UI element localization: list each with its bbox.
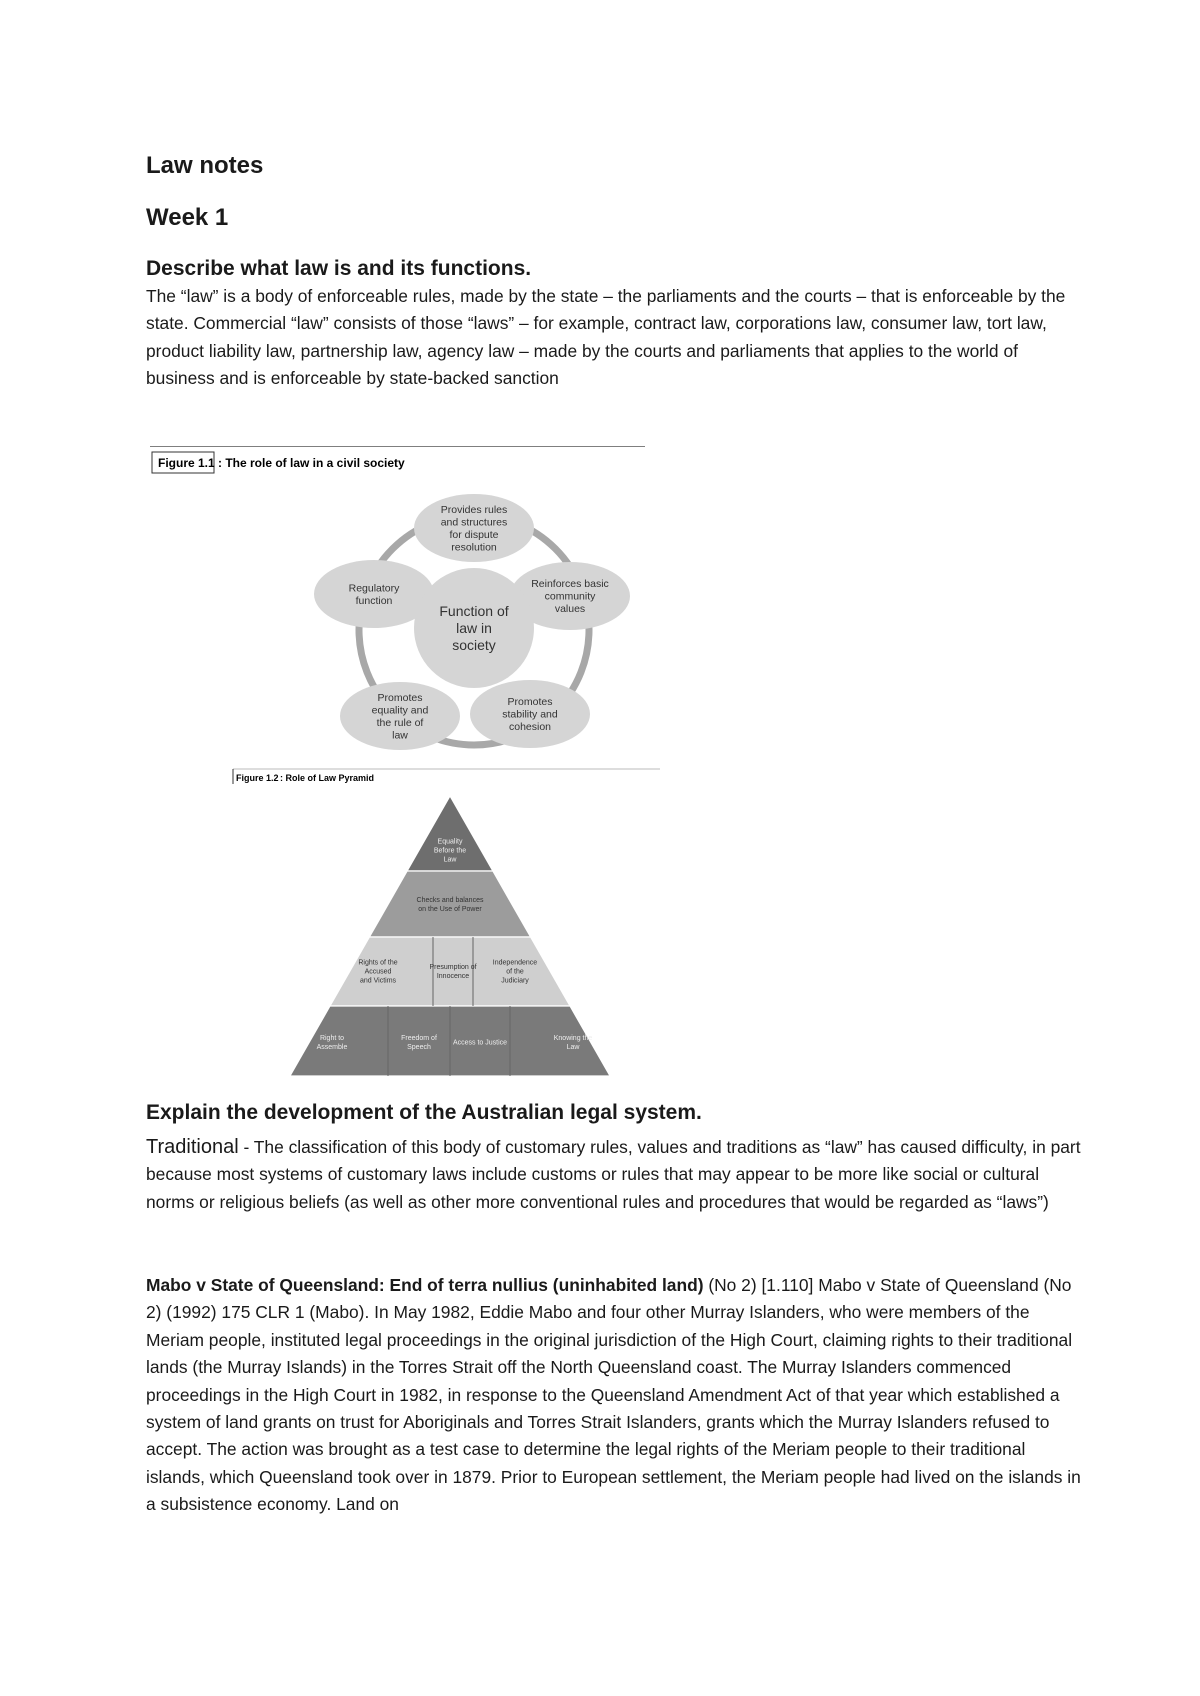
tier3-cell-label: Independence [492,959,538,967]
apex-label: Equality [437,838,463,846]
section-heading-law-functions: Describe what law is and its functions. [146,257,532,280]
node-regulatory-function-text: function [355,594,393,607]
center-text: society [452,636,496,653]
center-text: Function of [439,602,509,619]
node-dispute-resolution-text: Provides rules [440,503,508,516]
law-definition-paragraph: The “law” is a body of enforceable rules, made by the state – the parliaments and the courts – that is enforceable by the state. Commercial “law” consists of those “laws” – for example, contract law, corporations law, consumer law, tort law, product liability law, partnership law, agency law – made by the courts and parliaments that applies to the world of business and is enforceable by state-backed sanction [146,286,1066,389]
tier2-label: on the Use of Power [418,905,482,913]
center-text: law in [456,619,492,636]
tier4-cell-label: Access to Justice [452,1039,508,1047]
section-heading-legal-system: Explain the development of the Australian legal system. [146,1101,702,1124]
node-equality-rule-of-law-text: equality and [371,704,429,717]
tier4-cell-label: Law [566,1043,580,1051]
tier3-cell-label: of the [506,968,524,976]
apex-label: Law [443,856,457,864]
tier4-cell-label: Right to [319,1034,345,1042]
pyramid-tier-2 [369,871,530,937]
tier3-cell-label: Innocence [436,972,470,980]
node-dispute-resolution-text: resolution [451,541,497,554]
node-regulatory-function-text: Regulatory [348,582,400,595]
tier4-cell-label: Assemble [316,1043,348,1051]
tier4-cell-label: Freedom of [401,1034,437,1042]
node-stability-cohesion-text: cohesion [508,721,552,734]
node-community-values-text: values [554,603,586,616]
tier3-cell-label: and Victims [359,977,397,985]
traditional-text: - The classification of this body of customary rules, values and traditions as “law” has caused difficulty, in part because most systems of customary laws include customs or rules that may appear to be more like social or cultural norms or religious beliefs (as well as other more conventional rules and procedures that would be regarded as “laws”) [146,1137,1081,1212]
node-dispute-resolution-text: and structures [440,516,508,529]
node-equality-rule-of-law-text: law [392,729,408,742]
node-stability-cohesion-text: Promotes [507,696,553,709]
figure-label: Figure 1.2 [236,773,279,783]
figure-caption: : The role of law in a civil society [218,456,405,470]
node-community-values-text: community [544,590,596,603]
figure-rule-of-law-pyramid [230,766,670,1078]
node-equality-rule-of-law-text: the rule of [376,716,424,729]
figure-role-of-law-diagram [150,446,650,750]
traditional-label: Traditional [146,1136,239,1158]
document-title: Law notes [146,152,264,179]
mabo-text: (No 2) [1.110] Mabo v State of Queensland (No 2) (1992) 175 CLR 1 (Mabo). In May 1982, Eddie Mabo and four other Murray Islanders, who were members of the Meriam people, instituted legal proceedings in the original jurisdiction of the High Court, claiming rights to their traditional lands (the Murray Islands) in the Torres Strait off the North Queensland coast. The Murray Islanders commenced proceedings in the High Court in 1982, in response to the Queensland Amendment Act of that year which established a system of land grants on trust for Aboriginals and Torres Strait Islanders, grants which the Murray Islanders refused to accept. The action was brought as a test case to determine the legal rights of the Meriam people to their traditional islands, which Queensland took over in 1879. Prior to European settlement, the Meriam people had lived on the islands in a subsistence economy. Land on [146,1275,1081,1515]
tier3-cell-label: Judiciary [501,977,529,985]
mabo-case-title: Mabo v State of Queensland: End of terra nullius (uninhabited land) [146,1275,704,1295]
tier3-cell-label: Presumption of [429,963,477,971]
traditional-paragraph [146,1134,1086,1216]
node-community-values-text: Reinforces basic [531,578,609,591]
node-equality-rule-of-law-text: Promotes [377,691,423,704]
figure-caption: : Role of Law Pyramid [280,773,375,783]
node-dispute-resolution-text: for dispute [449,528,499,541]
mabo-paragraph [146,1272,1086,1519]
tier3-cell-label: Accused [364,968,392,976]
tier2-label: Checks and balances [416,896,484,904]
week-heading: Week 1 [146,204,229,231]
figure-label: Figure 1.1 [158,456,215,470]
tier4-cell-label: Knowing the [553,1034,593,1042]
tier4-cell-label: Speech [407,1043,431,1051]
node-stability-cohesion-text: stability and [502,708,558,721]
apex-label: Before the [433,847,467,855]
tier3-cell-label: Rights of the [358,959,398,967]
